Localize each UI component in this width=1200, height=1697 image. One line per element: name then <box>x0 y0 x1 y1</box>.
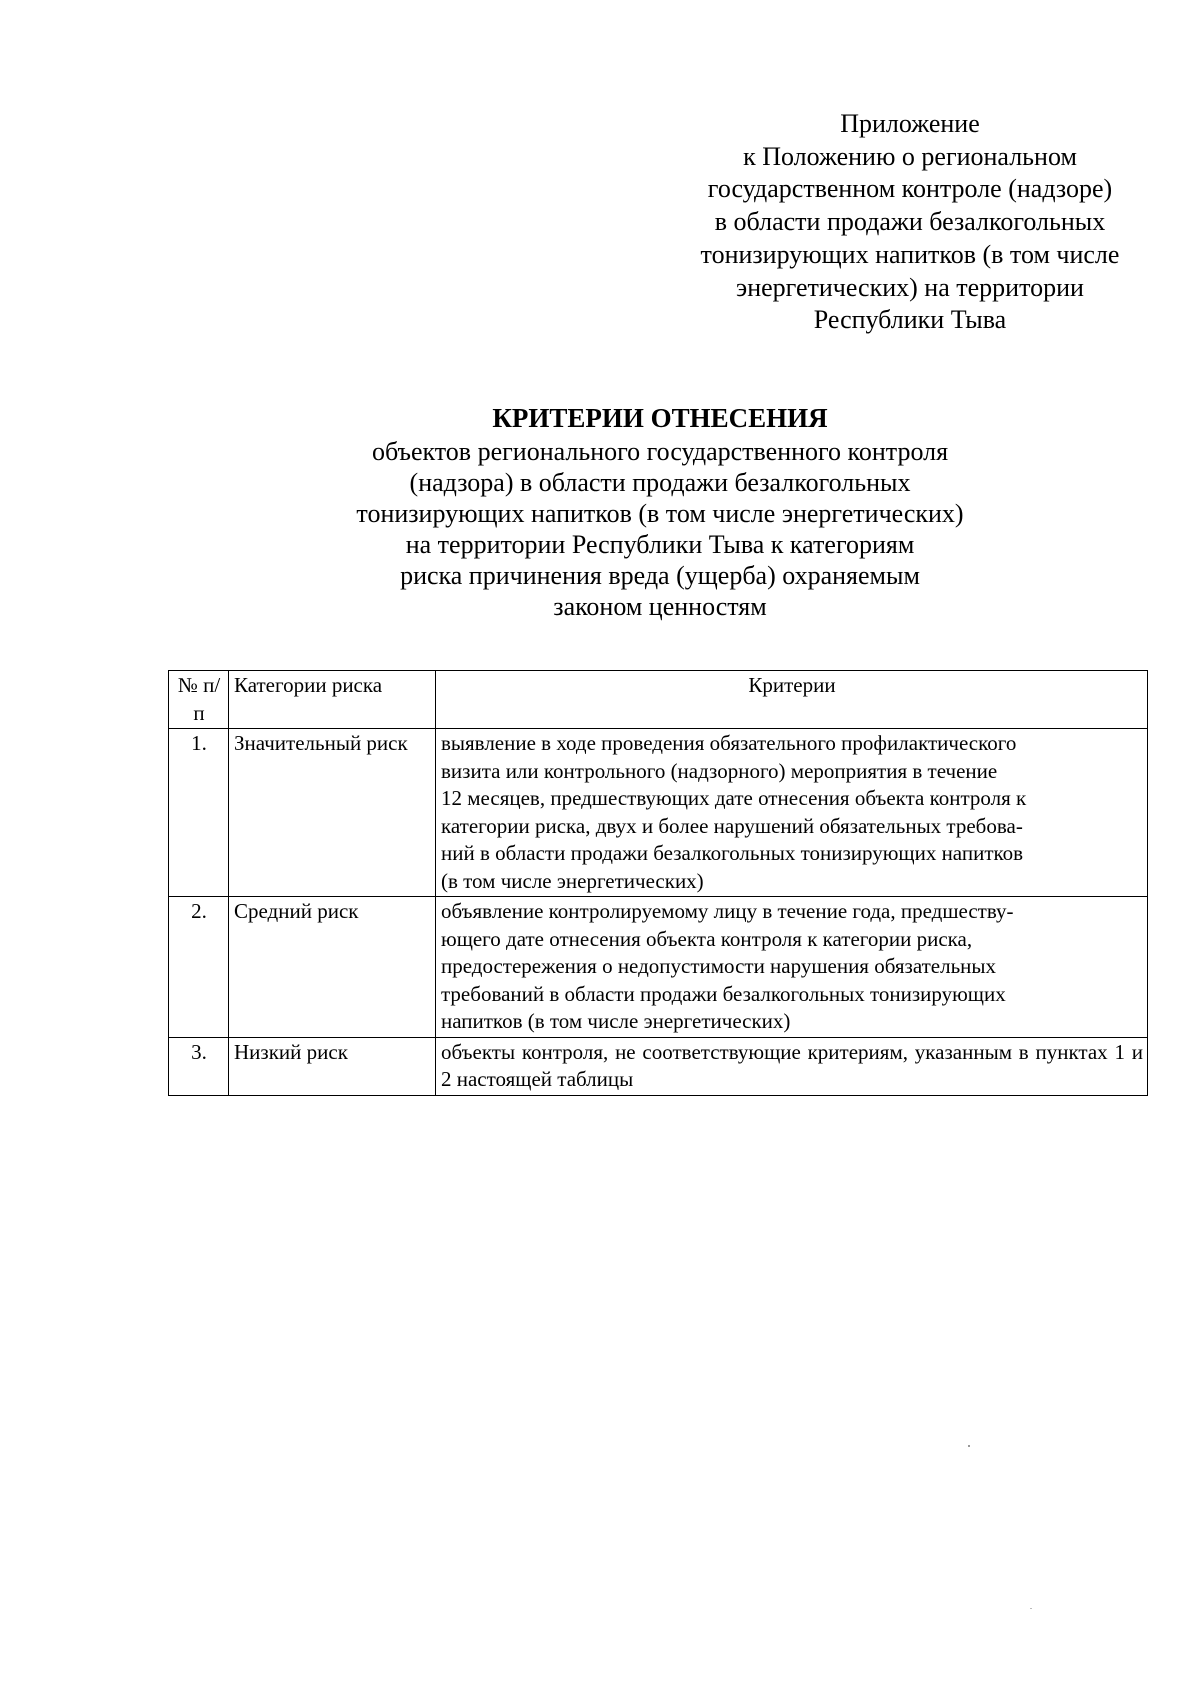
row-number: 3. <box>169 1037 229 1095</box>
criteria-line: (в том числе энергетических) <box>441 868 704 893</box>
table-row <box>169 897 1148 1038</box>
criteria-line: 12 месяцев, предшествующих дате отнесения объекта контроля к <box>441 786 1027 810</box>
appendix-line: к Положению о региональном <box>743 141 1077 171</box>
document-title <box>160 400 1160 622</box>
title-line: риска причинения вреда (ущерба) охраняемым <box>400 561 920 590</box>
title-heading: КРИТЕРИИ ОТНЕСЕНИЯ <box>492 403 828 433</box>
row-category: Значительный риск <box>229 729 436 897</box>
criteria-line: выявление в ходе проведения обязательного профилактического <box>441 731 1017 755</box>
scan-speck <box>968 1445 970 1447</box>
criteria-line: напитков (в том числе энергетических) <box>441 1009 791 1033</box>
title-line: законом ценностям <box>553 592 767 621</box>
row-criteria: объекты контроля, не соответствующие критериям, указанным в пунктах 1 и 2 настоящей таблицы <box>436 1037 1148 1095</box>
appendix-block <box>660 108 1160 337</box>
row-criteria <box>436 897 1148 1038</box>
header-number: № п/п <box>169 671 229 729</box>
criteria-line: категории риска, двух и более нарушений обязательных требова- <box>441 813 1023 838</box>
title-line: тонизирующих напитков (в том числе энергетических) <box>356 499 964 528</box>
appendix-line: государственном контроле (надзоре) <box>707 174 1113 204</box>
criteria-line: объявление контролируемому лицу в течение года, предшеству- <box>441 899 1014 923</box>
risk-criteria-table <box>168 670 1148 1096</box>
criteria-line: предостережения о недопустимости нарушения обязательных <box>441 954 997 978</box>
row-criteria <box>436 729 1148 897</box>
header-criteria: Критерии <box>436 671 1148 729</box>
row-category: Средний риск <box>229 897 436 1038</box>
scan-speck <box>1030 1608 1032 1609</box>
appendix-line: Республики Тыва <box>813 305 1007 335</box>
criteria-line: ющего дате отнесения объекта контроля к категории риска, <box>441 926 973 951</box>
table-row <box>169 729 1148 897</box>
row-number: 2. <box>169 897 229 1038</box>
criteria-line: визита или контрольного (надзорного) мероприятия в течение <box>441 758 998 783</box>
row-category: Низкий риск <box>229 1037 436 1095</box>
title-line: объектов регионального государственного контроля <box>371 437 949 466</box>
table-row <box>169 1037 1148 1095</box>
header-category: Категории риска <box>229 671 436 729</box>
appendix-line: тонизирующих напитков (в том числе <box>700 239 1120 269</box>
criteria-line: требований в области продажи безалкогольных тонизирующих <box>441 981 1006 1006</box>
title-line: на территории Республики Тыва к категориям <box>405 530 915 559</box>
appendix-line: в области продажи безалкогольных <box>714 207 1106 237</box>
appendix-line: энергетических) на территории <box>736 272 1084 302</box>
row-number: 1. <box>169 729 229 897</box>
criteria-line: ний в области продажи безалкогольных тонизирующих напитков <box>441 841 1024 865</box>
appendix-line: Приложение <box>840 109 980 138</box>
table-header-row <box>169 671 1148 729</box>
title-line: (надзора) в области продажи безалкогольных <box>409 468 911 497</box>
